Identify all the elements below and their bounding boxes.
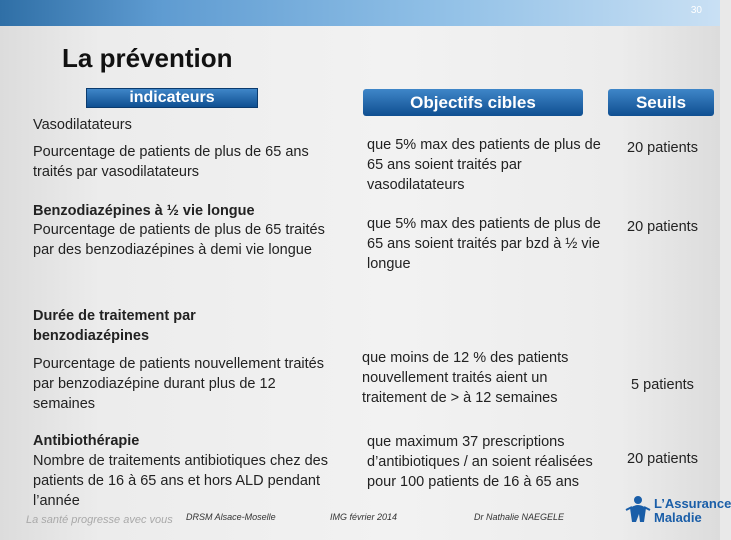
section-title-benzodiazepines: Benzodiazépines à ½ vie longue [33, 203, 255, 219]
indicator-duration: Pourcentage de patients nouvellement traités par benzodiazépine durant plus de 12 semaines [33, 356, 324, 412]
threshold-antibiotics: 20 patients [627, 451, 698, 467]
indicator-benzodiazepines: Pourcentage de patients de plus de 65 traités par des benzodiazépines à demi vie longue [33, 222, 325, 258]
footer-author: Dr Nathalie NAEGELE [474, 512, 565, 522]
footer-organization: DRSM Alsace-Moselle [186, 512, 276, 522]
footer-event: IMG février 2014 [330, 512, 398, 522]
indicator-antibiotics: Nombre de traitements antibiotiques chez des patients de 16 à 65 ans et hors ALD pendant l’année [33, 453, 328, 509]
objective-antibiotics: que maximum 37 prescriptions d’antibiotiques / an soient réalisées pour 100 patients de 16 à 65 ans [367, 434, 593, 490]
threshold-benzodiazepines: 20 patients [627, 219, 698, 235]
logo-line-1: L’Assurance [654, 496, 731, 511]
objective-vasodilators: que 5% max des patients de plus de 65 ans soient traités par vasodilatateurs [367, 137, 601, 193]
indicator-vasodilators: Pourcentage de patients de plus de 65 ans traités par vasodilatateurs [33, 144, 309, 180]
logo-line-2: Maladie [654, 510, 702, 525]
section-title-duration: Durée de traitement par benzodiazépines [33, 308, 196, 344]
page-number: 30 [690, 5, 702, 16]
logo-text [654, 497, 731, 525]
header-thresholds: Seuils [608, 89, 714, 116]
header-objectives: Objectifs cibles [363, 89, 583, 116]
header-indicators: indicateurs [86, 88, 258, 108]
objective-benzodiazepines: que 5% max des patients de plus de 65 ans soient traités par bzd à ½ vie longue [367, 216, 601, 272]
objective-duration: que moins de 12 % des patients nouvellement traités aient un traitement de > à 12 semaines [362, 350, 569, 406]
section-title-antibiotics: Antibiothérapie [33, 433, 140, 449]
footer-slogan: La santé progresse avec vous [26, 514, 173, 526]
threshold-duration: 5 patients [631, 377, 694, 393]
threshold-vasodilators: 20 patients [627, 140, 698, 156]
slide-title: La prévention [62, 43, 233, 73]
section-title-vasodilators: Vasodilatateurs [33, 117, 132, 133]
top-bar [0, 0, 720, 26]
